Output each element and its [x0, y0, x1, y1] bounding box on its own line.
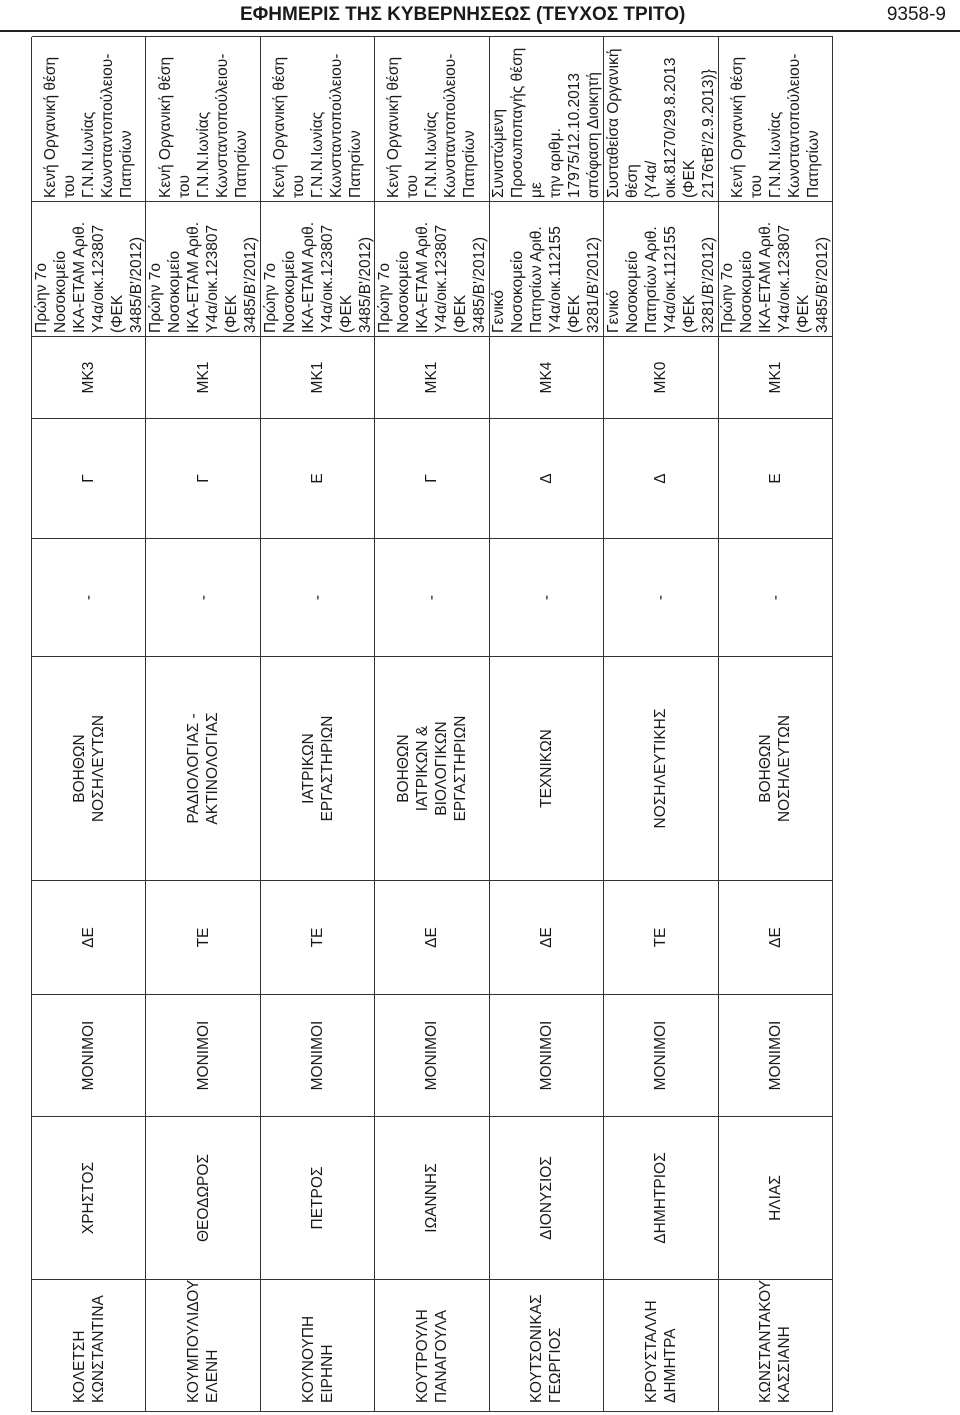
table-cell-status: ΜΟΝΙΜΟΙ — [261, 994, 375, 1116]
table-cell-spec: - — [146, 538, 260, 656]
table-cell-spec: - — [604, 538, 718, 656]
table-cell-category: ΔΕ — [32, 880, 146, 994]
table-cell-position: Συσταθείσα Οργανική θέση {Υ4α/οικ.81270/29.8.2013 (ΦΕΚ 2176τΒ'/2.9.2013)} — [604, 36, 718, 201]
table-cell-category: ΤΕ — [261, 880, 375, 994]
table-cell-grade: Δ — [490, 418, 604, 538]
rotated-table — [31, 37, 833, 1412]
table-cell-position: Κενή Οργανική θέση του Γ.Ν.Ν.Ιωνίας Κωνσταντοπούλειου- Πατησίων — [261, 36, 375, 201]
table-cell-mk: ΜΚ1 — [146, 336, 260, 418]
table-cell-grade: Ε — [261, 418, 375, 538]
table-cell-origin: Πρώην 7ο Νοσοκομείο ΙΚΑ-ΕΤΑΜ Αριθ. Υ4α/οικ.123807 (ΦΕΚ 3485/Β'/2012) — [32, 201, 146, 336]
table-cell-father: ΘΕΟΔΩΡΟΣ — [146, 1116, 260, 1279]
table-cell-mk: ΜΚ3 — [32, 336, 146, 418]
table-cell-origin: Πρώην 7ο Νοσοκομείο ΙΚΑ-ΕΤΑΜ Αριθ. Υ4α/οικ.123807 (ΦΕΚ 3485/Β'/2012) — [375, 201, 489, 336]
table-cell-spec: - — [490, 538, 604, 656]
table-cell-branch: ΤΕΧΝΙΚΩΝ — [490, 656, 604, 880]
table-cell-origin: Πρώην 7ο Νοσοκομείο ΙΚΑ-ΕΤΑΜ Αριθ. Υ4α/οικ.123807 (ΦΕΚ 3485/Β'/2012) — [261, 201, 375, 336]
table-cell-branch: ΒΟΗΘΩΝ ΙΑΤΡΙΚΩΝ & ΒΙΟΛΟΓΙΚΩΝ ΕΡΓΑΣΤΗΡΙΩΝ — [375, 656, 489, 880]
table-cell-position: Συνιστώμενη Προσωποπαγής θέση με την αριθμ. 17975/12.10.2013 απόφαση Διοικητή — [490, 36, 604, 201]
table-cell-spec: - — [261, 538, 375, 656]
table-cell-surname: ΚΟΛΕΤΣΗ ΚΩΝΣΤΑΝΤΙΝΑ — [32, 1279, 146, 1411]
table-cell-mk: ΜΚ1 — [719, 336, 833, 418]
table-cell-mk: ΜΚ4 — [490, 336, 604, 418]
table-cell-surname: ΚΡΟΥΣΤΑΛΛΗ ΔΗΜΗΤΡΑ — [604, 1279, 718, 1411]
table-cell-father: ΙΩΑΝΝΗΣ — [375, 1116, 489, 1279]
table-cell-grade: Δ — [604, 418, 718, 538]
table-cell-surname: ΚΟΥΝΟΥΠΗ ΕΙΡΗΝΗ — [261, 1279, 375, 1411]
table-cell-father: ΧΡΗΣΤΟΣ — [32, 1116, 146, 1279]
table-cell-origin: Γενικό Νοσοκομείο Πατησίων Αριθ. Υ4α/οικ.112155 (ΦΕΚ 3281/Β'/2012) — [490, 201, 604, 336]
table-cell-surname: ΚΟΥΤΡΟΥΛΗ ΠΑΝΑΓΟΥΛΑ — [375, 1279, 489, 1411]
table-cell-branch: ΒΟΗΘΩΝ ΝΟΣΗΛΕΥΤΩΝ — [719, 656, 833, 880]
table-cell-branch: ΒΟΗΘΩΝ ΝΟΣΗΛΕΥΤΩΝ — [32, 656, 146, 880]
staff-table — [31, 37, 833, 1412]
page-number: 9358-9 — [886, 4, 946, 25]
table-cell-father: ΔΙΟΝΥΣΙΟΣ — [490, 1116, 604, 1279]
header-rule — [0, 30, 960, 32]
table-cell-category: ΤΕ — [146, 880, 260, 994]
table-cell-father: ΗΛΙΑΣ — [719, 1116, 833, 1279]
table-cell-mk: ΜΚ0 — [604, 336, 718, 418]
table-cell-position: Κενή Οργανική θέση του Γ.Ν.Ν.Ιωνίας Κωνσταντοπούλειου- Πατησίων — [375, 36, 489, 201]
table-cell-branch: ΙΑΤΡΙΚΩΝ ΕΡΓΑΣΤΗΡΙΩΝ — [261, 656, 375, 880]
gazette-title: ΕΦΗΜΕΡΙΣ ΤΗΣ ΚΥΒΕΡΝΗΣΕΩΣ (ΤΕΥΧΟΣ ΤΡΙΤΟ) — [240, 4, 686, 25]
table-cell-category: ΤΕ — [604, 880, 718, 994]
table-cell-category: ΔΕ — [375, 880, 489, 994]
table-cell-origin: Πρώην 7ο Νοσοκομείο ΙΚΑ-ΕΤΑΜ Αριθ. Υ4α/οικ.123807 (ΦΕΚ 3485/Β'/2012) — [146, 201, 260, 336]
table-cell-category: ΔΕ — [719, 880, 833, 994]
table-cell-position: Κενή Οργανική θέση του Γ.Ν.Ν.Ιωνίας Κωνσταντοπούλειου- Πατησίων — [146, 36, 260, 201]
table-cell-father: ΔΗΜΗΤΡΙΟΣ — [604, 1116, 718, 1279]
table-cell-position: Κενή Οργανική θέση του Γ.Ν.Ν.Ιωνίας Κωνσταντοπούλειου- Πατησίων — [719, 36, 833, 201]
table-cell-father: ΠΕΤΡΟΣ — [261, 1116, 375, 1279]
table-cell-grade: Γ — [375, 418, 489, 538]
table-cell-mk: ΜΚ1 — [375, 336, 489, 418]
table-cell-status: ΜΟΝΙΜΟΙ — [719, 994, 833, 1116]
table-cell-status: ΜΟΝΙΜΟΙ — [32, 994, 146, 1116]
table-cell-grade: Ε — [719, 418, 833, 538]
table-cell-spec: - — [32, 538, 146, 656]
table-cell-grade: Γ — [32, 418, 146, 538]
table-cell-spec: - — [719, 538, 833, 656]
table-cell-surname: ΚΟΥΜΠΟΥΛΙΔΟΥ ΕΛΕΝΗ — [146, 1279, 260, 1411]
table-cell-grade: Γ — [146, 418, 260, 538]
table-cell-category: ΔΕ — [490, 880, 604, 994]
table-cell-origin: Γενικό Νοσοκομείο Πατησίων Αριθ. Υ4α/οικ.112155 (ΦΕΚ 3281/Β'/2012) — [604, 201, 718, 336]
table-cell-status: ΜΟΝΙΜΟΙ — [146, 994, 260, 1116]
table-cell-origin: Πρώην 7ο Νοσοκομείο ΙΚΑ-ΕΤΑΜ Αριθ. Υ4α/οικ.123807 (ΦΕΚ 3485/Β'/2012) — [719, 201, 833, 336]
table-cell-status: ΜΟΝΙΜΟΙ — [604, 994, 718, 1116]
table-cell-branch: ΝΟΣΗΛΕΥΤΙΚΗΣ — [604, 656, 718, 880]
table-cell-surname: ΚΟΥΤΣΟΝΙΚΑΣ ΓΕΩΡΓΙΟΣ — [490, 1279, 604, 1411]
table-cell-status: ΜΟΝΙΜΟΙ — [490, 994, 604, 1116]
table-cell-branch: ΡΑΔΙΟΛΟΓΙΑΣ - ΑΚΤΙΝΟΛΟΓΙΑΣ — [146, 656, 260, 880]
table-cell-mk: ΜΚ1 — [261, 336, 375, 418]
table-cell-status: ΜΟΝΙΜΟΙ — [375, 994, 489, 1116]
table-cell-surname: ΚΩΝΣΤΑΝΤΑΚΟΥ ΚΑΣΣΙΑΝΗ — [719, 1279, 833, 1411]
table-cell-position: Κενή Οργανική θέση του Γ.Ν.Ν.Ιωνίας Κωνσταντοπούλειου- Πατησίων — [32, 36, 146, 201]
table-cell-spec: - — [375, 538, 489, 656]
